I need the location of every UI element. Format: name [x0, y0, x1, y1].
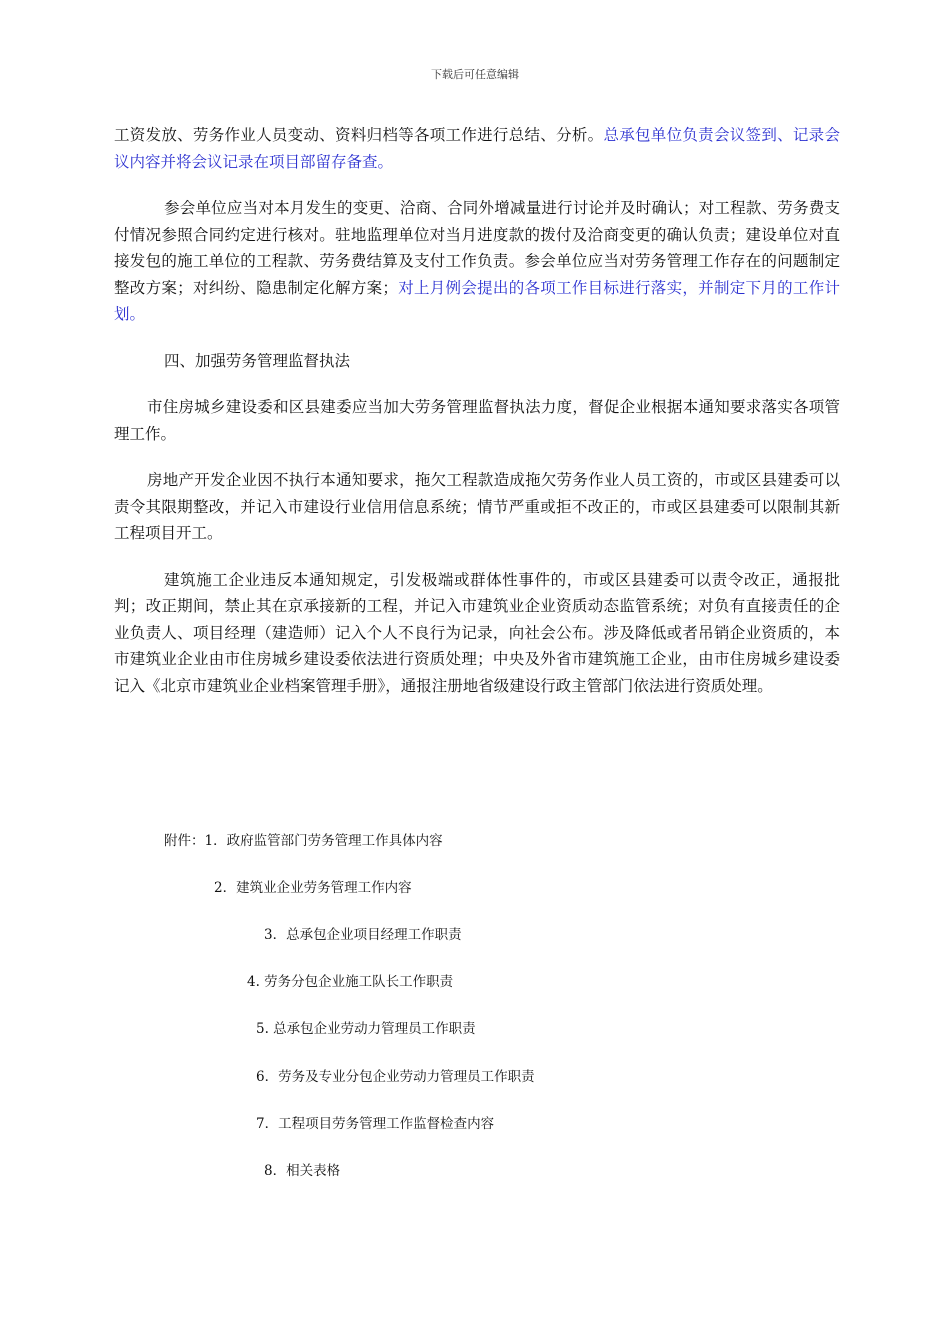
attachment-item: 1．政府监管部门劳务管理工作具体内容 [204, 833, 443, 849]
attachment-item: 8．相关表格 [264, 1163, 341, 1179]
paragraph-meeting-summary [114, 122, 840, 175]
paragraph-supervision: 市住房城乡建设委和区县建委应当加大劳务管理监督执法力度，督促企业根据本通知要求落实各项管理工作。 [114, 398, 840, 443]
paragraph-contractor-penalty: 建筑施工企业违反本通知规定，引发极端或群体性事件的，市或区县建委可以责令改正，通报批判；改正期间，禁止其在京承接新的工程，并记入市建筑业企业资质动态监管系统；对负有直接责任的企业负责人、项目经理（建造师）记入个人不良行为记录，向社会公布。涉及降低或者吊销企业资质的，本市建筑业企业由市住房城乡建设委依法进行资质处理；中央及外省市建筑施工企业，由市住房城乡建设委记入《北京市建筑业企业档案管理手册》，通报注册地省级建设行政主管部门依法进行资质处理。 [114, 570, 840, 695]
paragraph-participants [114, 195, 840, 328]
highlighted-text: 对上月例会提出的各项工作目标进行落实，并制定下月的工作计划。 [114, 278, 840, 323]
attachment-list-first [164, 829, 443, 849]
attachment-item: 2．建筑业企业劳务管理工作内容 [214, 880, 412, 896]
section-heading: 四、加强劳务管理监督执法 [164, 351, 351, 370]
attachment-item: 4. 劳务分包企业施工队长工作职责 [247, 974, 454, 990]
paragraph-text: 参会单位应当对本月发生的变更、洽商、合同外增减量进行讨论并及时确认；对工程款、劳务费支付情况参照合同约定进行核对。驻地监理单位对当月进度款的拨付及洽商变更的确认负责；建设单位对直接发包的施工单位的工程款、劳务费结算及支付工作负责。参会单位应当对劳务管理工作存在的问题制定整改方案；对纠纷、隐患制定化解方案； [114, 199, 840, 297]
attachment-item: 5. 总承包企业劳动力管理员工作职责 [256, 1021, 476, 1037]
attachment-item: 7．工程项目劳务管理工作监督检查内容 [256, 1116, 495, 1132]
paragraph-developer-penalty: 房地产开发企业因不执行本通知要求，拖欠工程款造成拖欠劳务作业人员工资的，市或区县建委可以责令其限期整改，并记入市建设行业信用信息系统；情节严重或拒不改正的，市或区县建委可以限制其新工程项目开工。 [114, 471, 840, 542]
highlighted-text: 总承包单位负责会议签到、记录会议内容并将会议记录在项目部留存备查。 [114, 126, 840, 171]
attachment-label: 附件： [164, 833, 205, 849]
document-body [114, 122, 840, 719]
attachment-item: 6．劳务及专业分包企业劳动力管理员工作职责 [256, 1069, 535, 1085]
attachment-item: 3．总承包企业项目经理工作职责 [264, 927, 462, 943]
page-header-note: 下载后可任意编辑 [431, 68, 519, 81]
paragraph-text: 工资发放、劳务作业人员变动、资料归档等各项工作进行总结、分析。 [114, 126, 604, 144]
